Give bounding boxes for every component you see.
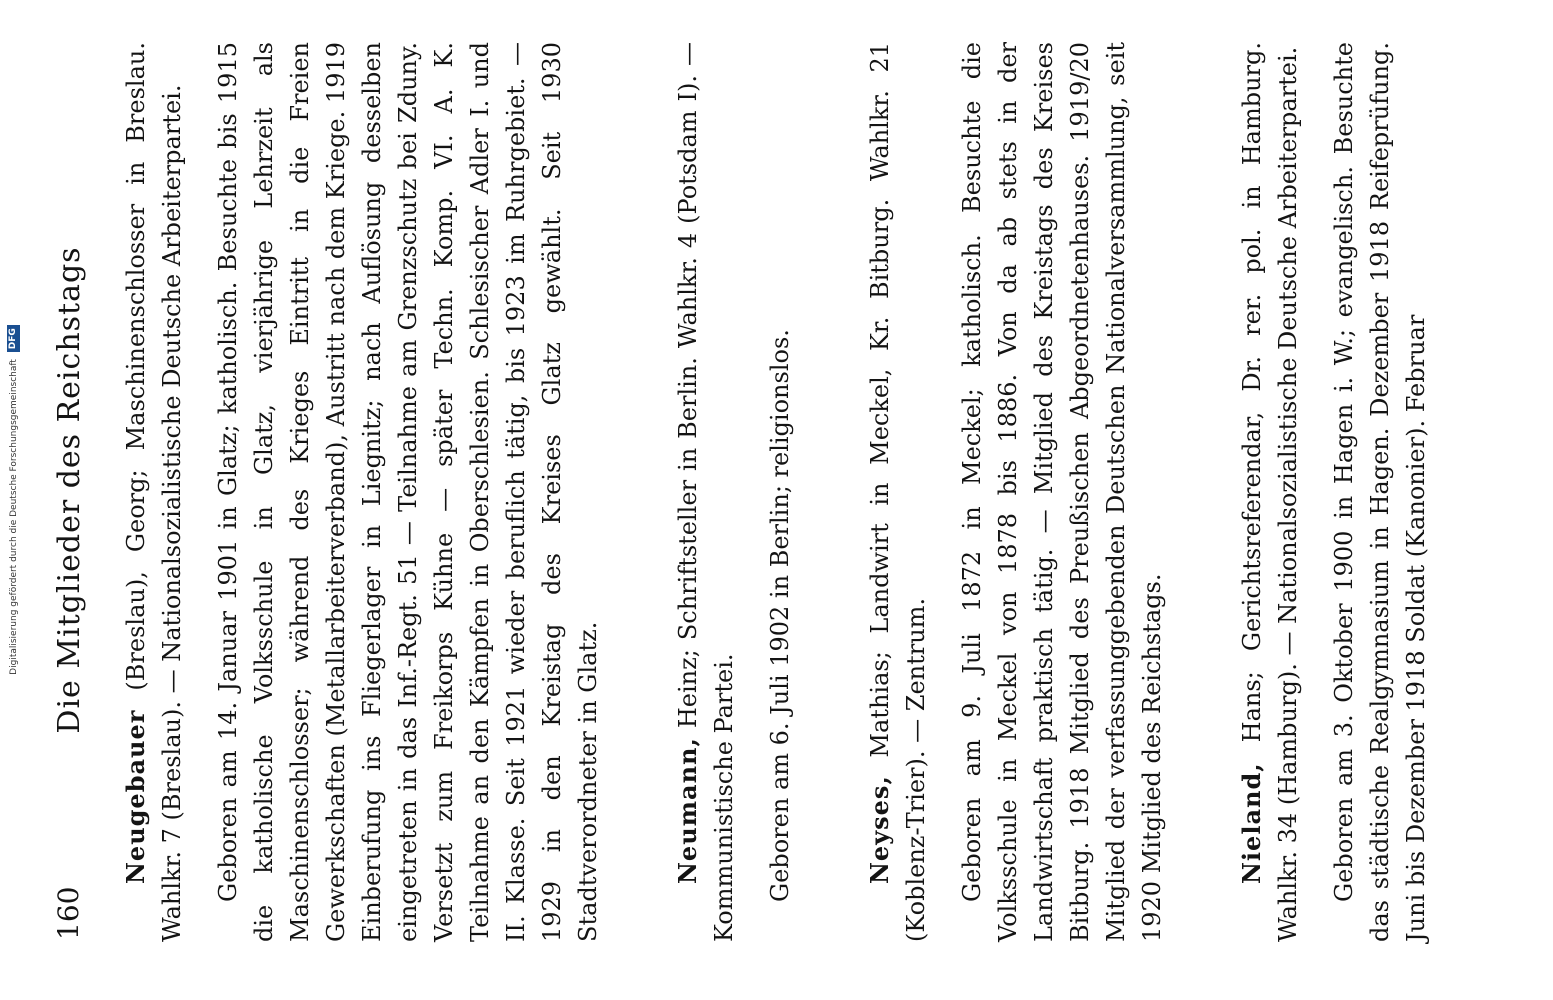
member-heading-text: Mathias; Landwirt in Meckel, Kr. Bitburg. Wahlkr. 21 (Koblenz-Trier). — Zentrum.	[866, 42, 930, 942]
member-heading-text: Hans; Gerichtsreferendar, Dr. rer. pol. in Hamburg. Wahlkr. 34 (Hamburg). — Nationalsozialistische Deutsche Arbeiterpartei.	[1238, 42, 1302, 942]
member-biography: Geboren am 14. Januar 1901 in Glatz; katholisch. Besuchte bis 1915 die katholische Volksschule in Glatz, vierjährige Lehrzeit als Maschinenschlosser; während des Krieges Eintritt in die Freien Gewerkschaften (Metallarbeiterverband), Austritt nach dem Kriege. 1919 Einberufung ins Fliegerlager in Liegnitz; nach Auflösung desselben eingetreten in das Inf.-Regt. 51 — Teilnahme am Grenzschutz bei Zduny. Versetzt zum Freikorps Kühne — später Techn. Komp. VI. A. K. Teilnahme an den Kämpfen in Oberschlesien. Schlesischer Adler I. und II. Klasse. Seit 1921 wieder beruflich tätig, bis 1923 im Ruhrgebiet. — 1929 in den Kreistag des Kreises Glatz gewählt. Seit 1930 Stadtverordneter in Glatz.	[214, 42, 602, 942]
member-heading-text: (Breslau), Georg; Maschinenschlosser in Breslau. Wahlkr. 7 (Breslau). — Nationalsozialistische Deutsche Arbeiterpartei.	[122, 42, 186, 942]
entry-heading	[862, 42, 934, 942]
digitization-credit-text: Digitalisierung gefördert durch die Deutsche Forschungsgemeinschaft	[9, 359, 19, 675]
member-entry	[862, 42, 1170, 942]
member-surname: Nieland,	[1237, 762, 1266, 884]
member-entry	[118, 42, 606, 942]
member-biography: Geboren am 3. Oktober 1900 in Hagen i. W.; evangelisch. Besuchte das städtische Realgymnasium in Hagen. Dezember 1918 Reifeprüfung. Juni bis Dezember 1918 Soldat (Kanonier). Februar	[1330, 42, 1430, 942]
entry-heading	[1234, 42, 1306, 942]
member-surname: Neumann,	[673, 737, 702, 884]
digitization-credit	[0, 0, 28, 1000]
page-header	[52, 40, 92, 940]
member-biography: Geboren am 6. Juli 1902 in Berlin; religionslos.	[766, 329, 794, 902]
running-head: Die Mitglieder des Reichstags	[52, 246, 87, 734]
member-entry	[1234, 42, 1434, 942]
member-entries	[118, 42, 1498, 942]
entry-heading	[670, 42, 742, 942]
member-heading-text: Heinz; Schriftsteller in Berlin. Wahlkr. 4 (Potsdam I). — Kommunistische Partei.	[674, 42, 738, 942]
entry-heading	[118, 42, 190, 942]
member-surname: Neyses,	[865, 775, 894, 884]
dfg-logo: DFG	[7, 325, 20, 352]
member-surname: Neugebauer	[121, 709, 150, 884]
page-number: 160	[52, 886, 85, 940]
member-biography: Geboren am 9. Juli 1872 in Meckel; katholisch. Besuchte die Volksschule in Meckel von 1878 bis 1886. Von da ab stets in der Landwirtschaft praktisch tätig. — Mitglied des Kreistags des Kreises Bitburg. 1918 Mitglied des Preußischen Abgeordnetenhauses. 1919/20 Mitglied der verfassunggebenden Deutschen Nationalversammlung, seit 1920 Mitglied des Reichstags.	[958, 42, 1166, 942]
member-entry	[670, 42, 798, 942]
